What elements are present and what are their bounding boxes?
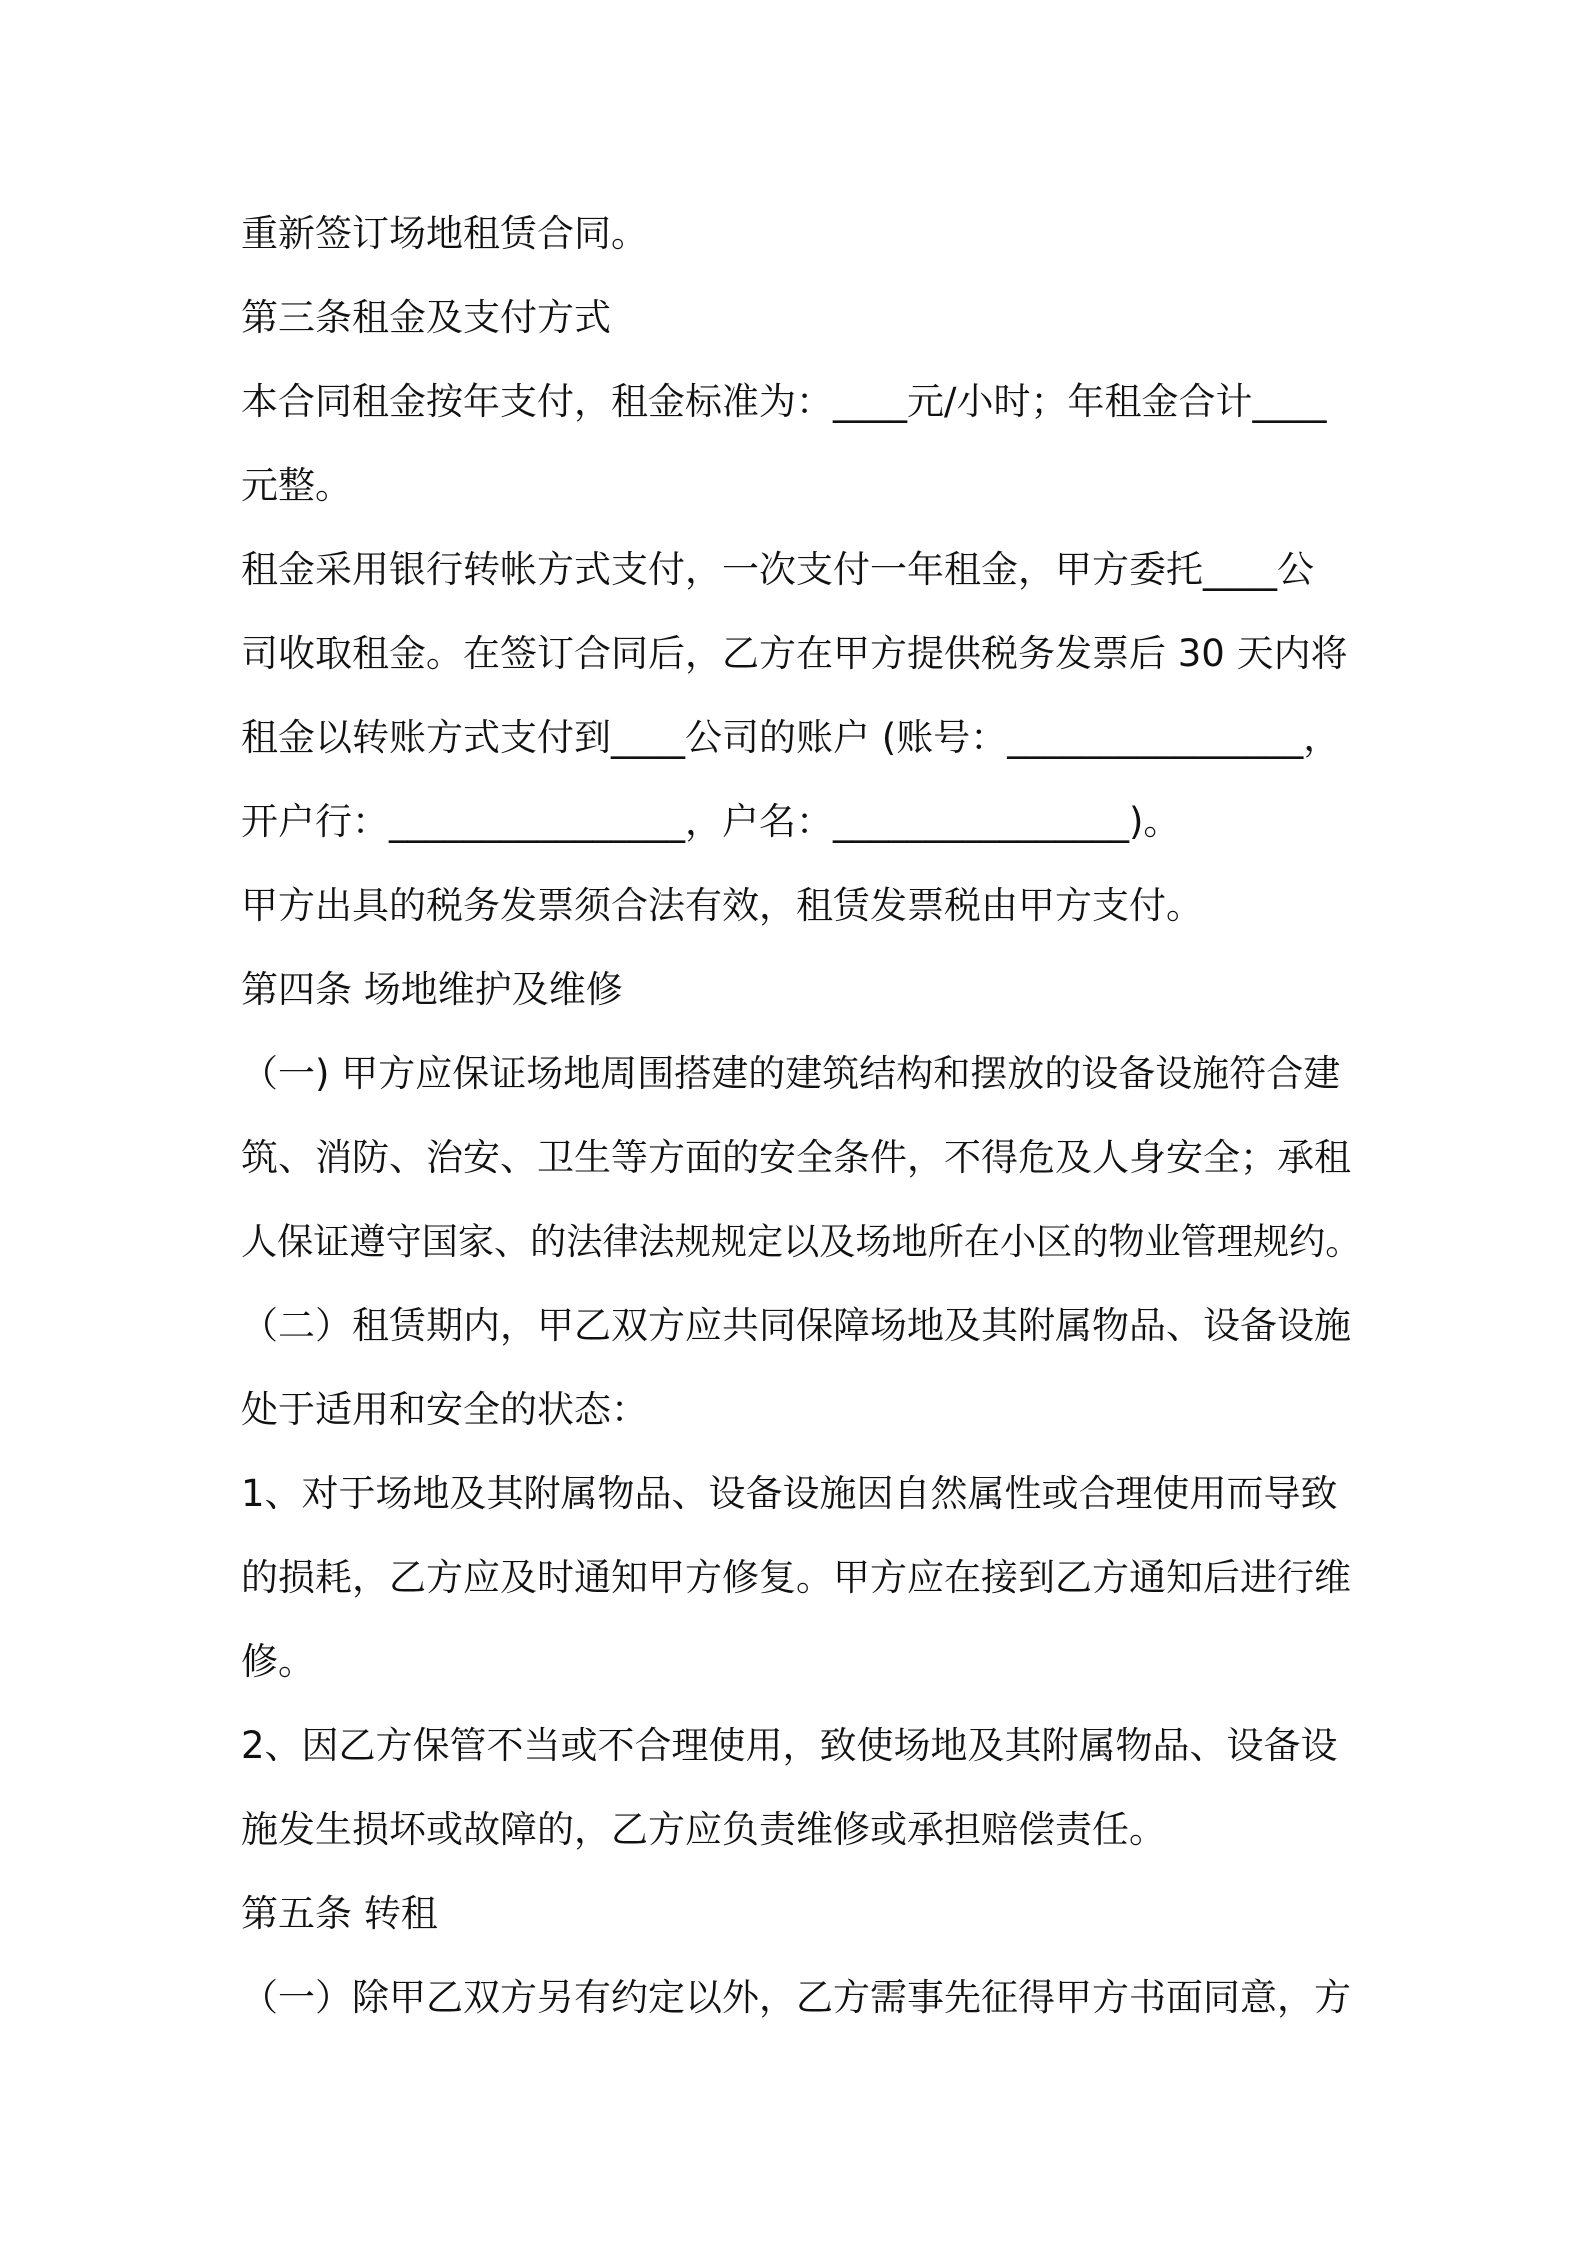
text-line: 司收取租金。在签订合同后，乙方在甲方提供税务发票后 30 天内将 [241,632,1348,675]
contract-text-body [241,192,1373,2040]
text-line: 开户行：________________，户名：________________)。 [241,800,1181,843]
text-line: 的损耗，乙方应及时通知甲方修复。甲方应在接到乙方通知后进行维 [241,1556,1351,1599]
text-line: 2、因乙方保管不当或不合理使用，致使场地及其附属物品、设备设 [241,1724,1338,1767]
section-heading-article-4: 第四条 场地维护及维修 [241,968,623,1011]
text-line: 租金采用银行转帐方式支付，一次支付一年租金，甲方委托____公 [241,548,1314,591]
text-line: 筑、消防、治安、卫生等方面的安全条件，不得危及人身安全；承租 [241,1136,1351,1179]
text-line: 甲方出具的税务发票须合法有效，租赁发票税由甲方支付。 [241,884,1203,927]
text-line: 人保证遵守国家、的法律法规规定以及场地所在小区的物业管理规约。 [241,1220,1362,1263]
text-line: （一）除甲乙双方另有约定以外，乙方需事先征得甲方书面同意，方 [241,1976,1351,2019]
text-line: 元整。 [241,464,352,507]
section-heading-article-3: 第三条租金及支付方式 [241,296,611,339]
text-line: （二）租赁期内，甲乙双方应共同保障场地及其附属物品、设备设施 [241,1304,1351,1347]
text-line: 施发生损坏或故障的，乙方应负责维修或承担赔偿责任。 [241,1808,1166,1851]
text-line: 本合同租金按年支付，租金标准为：____元/小时；年租金合计____ [241,380,1327,423]
text-line: 1、对于场地及其附属物品、设备设施因自然属性或合理使用而导致 [241,1472,1338,1515]
text-line: 租金以转账方式支付到____公司的账户 (账号：________________， [241,716,1341,759]
text-line: 处于适用和安全的状态： [241,1388,648,1431]
text-line: （一) 甲方应保证场地周围搭建的建筑结构和摆放的设备设施符合建 [241,1052,1341,1095]
section-heading-article-5: 第五条 转租 [241,1892,438,1935]
text-line: 修。 [241,1640,315,1683]
text-line: 重新签订场地租赁合同。 [241,212,648,255]
